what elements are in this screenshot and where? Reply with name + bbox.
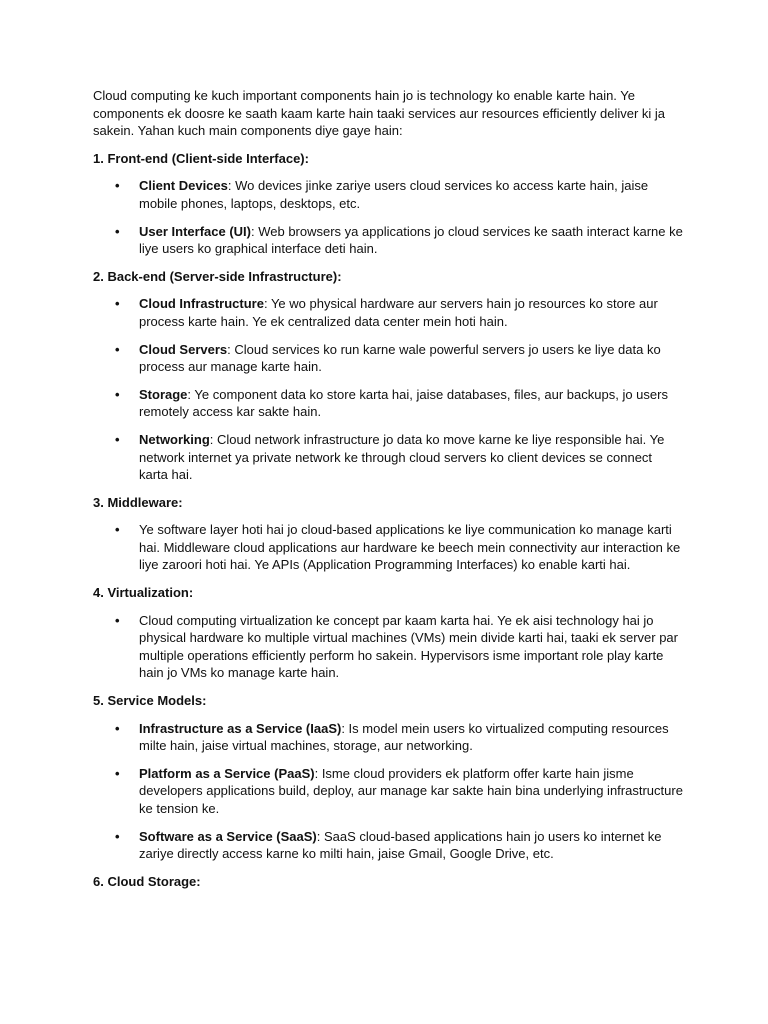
item-text: Ye software layer hoti hai jo cloud-based applications ke liye communication ko manage karti hai. Middleware cloud applications aur hardware ke beech mein connectivity aur interaction ke liye zaroori hoti hai. Ye APIs (Application Programming Interfaces) ko enable karti hai. bbox=[139, 522, 681, 573]
item-text: : Cloud network infrastructure jo data ko move karne ke liye responsible hai. Ye network internet ya private network ke through cloud servers ko client devices se connect karta hai. bbox=[139, 431, 665, 483]
item-term: Networking bbox=[139, 431, 210, 447]
bullet-icon: • bbox=[115, 386, 120, 402]
bullet-icon: • bbox=[115, 612, 120, 628]
bullet-icon: • bbox=[115, 431, 120, 447]
bullet-icon: • bbox=[115, 296, 120, 312]
bullet-icon: • bbox=[115, 341, 120, 357]
item-text: : Web browsers ya applications jo cloud services ke saath interact karne ke liye users ko graphical interface deti hain. bbox=[139, 223, 683, 257]
item-term: Software as a Service (SaaS) bbox=[139, 828, 317, 844]
item-text: Cloud computing virtualization ke concept par kaam karta hai. Ye ek aisi technology hai jo physical hardware ko multiple virtual machines (VMs) mein divide karti hai, taaki ek server par multiple operations efficiently perform ho sakein. Hypervisors isme important role play karte hain jo VMs ko manage karte hain. bbox=[139, 612, 678, 681]
list-item bbox=[93, 431, 683, 484]
section-heading: 4. Virtualization: bbox=[93, 585, 194, 601]
section-heading: 3. Middleware: bbox=[93, 494, 183, 510]
section-heading: 6. Cloud Storage: bbox=[93, 873, 201, 889]
bullet-icon: • bbox=[115, 828, 120, 844]
sections-container bbox=[93, 150, 683, 891]
item-text: : Isme cloud providers ek platform offer karte hain jisme developers applications build, deploy, aur manage kar sakte hain bina underlying infrastructure ke tension ke. bbox=[139, 765, 683, 816]
section-heading: 2. Back-end (Server-side Infrastructure): bbox=[93, 268, 342, 284]
bullet-icon: • bbox=[115, 223, 120, 239]
list-item bbox=[93, 765, 683, 818]
item-term: Storage bbox=[139, 386, 188, 402]
item-text: : Ye wo physical hardware aur servers hain jo resources ko store aur process karte hain. Ye ek centralized data center mein hoti hain. bbox=[139, 296, 658, 329]
item-term: Cloud Infrastructure bbox=[139, 296, 264, 312]
bullet-icon: • bbox=[115, 178, 120, 194]
item-term: Infrastructure as a Service (IaaS) bbox=[139, 720, 342, 736]
list-item bbox=[93, 177, 683, 212]
list-item bbox=[93, 386, 683, 421]
item-term: User Interface (UI) bbox=[139, 223, 251, 239]
bullet-list bbox=[93, 177, 683, 257]
list-item bbox=[93, 341, 683, 376]
bullet-list bbox=[93, 295, 683, 483]
list-item bbox=[93, 521, 683, 574]
item-text: : Wo devices jinke zariye users cloud services ko access karte hain, jaise mobile phones, laptops, desktops, etc. bbox=[139, 178, 649, 211]
item-text: : Ye component data ko store karta hai, jaise databases, files, aur backups, jo users remotely access kar sakte hain. bbox=[139, 386, 668, 420]
bullet-list bbox=[93, 612, 683, 682]
bullet-icon: • bbox=[115, 720, 120, 736]
item-term: Platform as a Service (PaaS) bbox=[139, 765, 315, 781]
list-item bbox=[93, 828, 683, 863]
intro-paragraph: Cloud computing ke kuch important components hain jo is technology ko enable karte hain. Ye components ek doosre ke saath kaam karte hain taaki services aur resources efficiently deliver ki ja sakein. Yahan kuch main components diye gaye hain: bbox=[93, 88, 666, 139]
list-item bbox=[93, 720, 683, 755]
section-heading: 5. Service Models: bbox=[93, 693, 207, 709]
section-heading: 1. Front-end (Client-side Interface): bbox=[93, 150, 309, 166]
list-item bbox=[93, 223, 683, 258]
item-text: : Cloud services ko run karne wale powerful servers jo users ke liye data ko process aur manage karte hain. bbox=[139, 341, 661, 375]
list-item bbox=[93, 295, 683, 330]
bullet-icon: • bbox=[115, 522, 120, 538]
bullet-list bbox=[93, 521, 683, 574]
item-term: Client Devices bbox=[139, 178, 228, 194]
item-text: : Is model mein users ko virtualized computing resources milte hain, jaise virtual machines, storage, aur networking. bbox=[139, 720, 669, 754]
bullet-list bbox=[93, 720, 683, 863]
document-page bbox=[93, 87, 683, 900]
list-item bbox=[93, 612, 683, 682]
bullet-icon: • bbox=[115, 765, 120, 781]
item-term: Cloud Servers bbox=[139, 341, 228, 357]
item-text: : SaaS cloud-based applications hain jo users ko internet ke zariye directly access karne ko milti hain, jaise Gmail, Google Drive, etc. bbox=[139, 828, 662, 862]
